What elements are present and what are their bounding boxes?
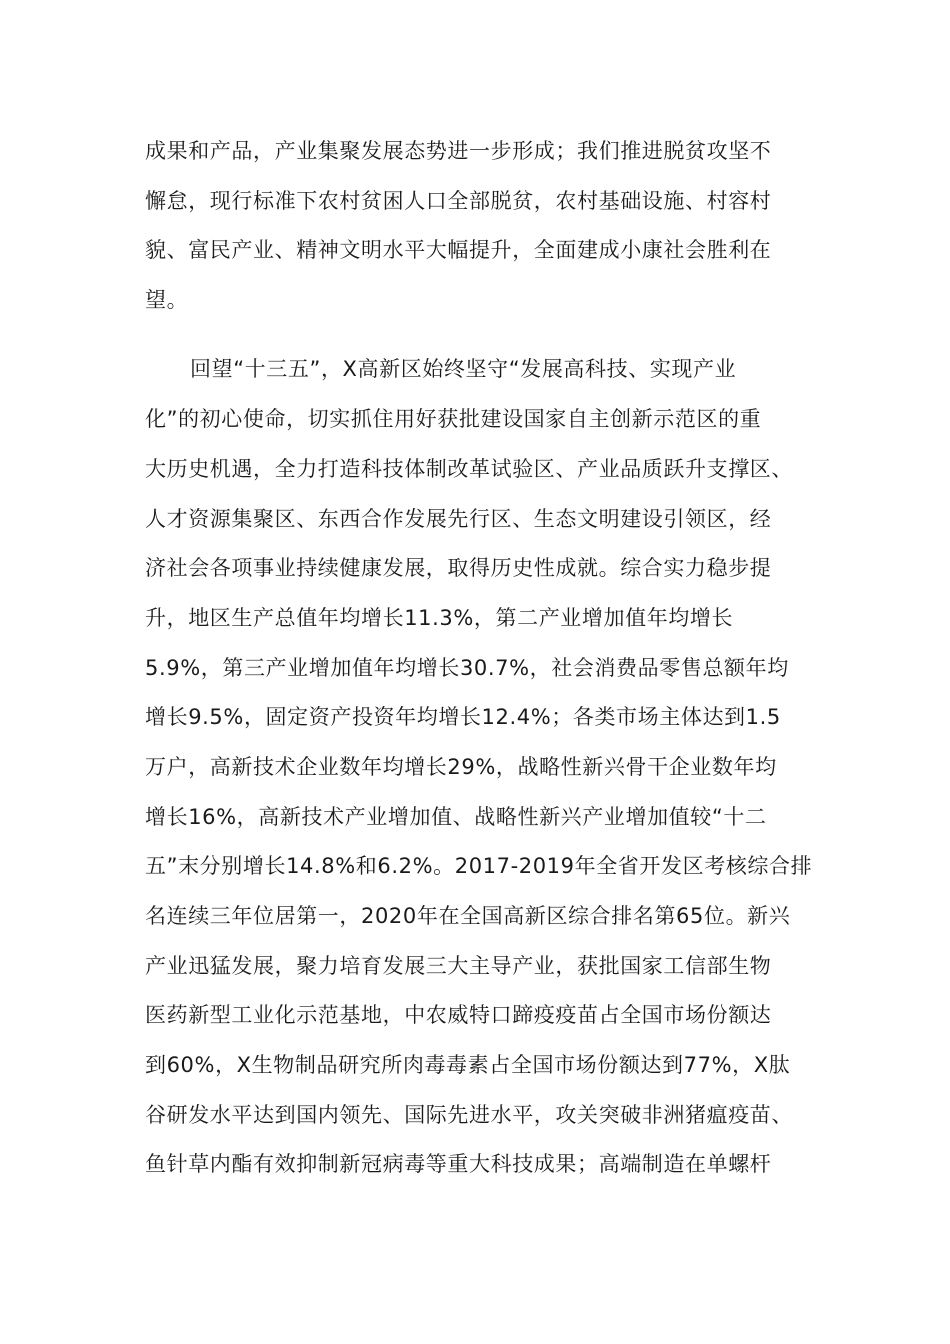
paragraph-line: 增长9.5%，固定资产投资年均增长12.4%；各类市场主体达到1.5 (145, 705, 781, 729)
paragraph-line: 懈怠，现行标准下农村贫困人口全部脱贫，农村基础设施、村容村 (145, 189, 772, 213)
paragraph-line: 化”的初心使命，切实抓住用好获批建设国家自主创新示范区的重 (145, 407, 762, 431)
paragraph-line: 望。 (145, 288, 189, 312)
paragraph-line: 回望“十三五”，X高新区始终坚守“发展高科技、实现产业 (190, 357, 737, 381)
paragraph-line: 医药新型工业化示范基地，中农威特口蹄疫疫苗占全国市场份额达 (145, 1003, 772, 1027)
paragraph-line: 济社会各项事业持续健康发展，取得历史性成就。综合实力稳步提 (145, 556, 772, 580)
paragraph-line: 名连续三年位居第一，2020年在全国高新区综合排名第65位。新兴 (145, 904, 791, 928)
paragraph-line: 升，地区生产总值年均增长11.3%，第二产业增加值年均增长 (145, 606, 734, 630)
paragraph-line: 貌、富民产业、精神文明水平大幅提升，全面建成小康社会胜利在 (145, 238, 772, 262)
paragraph-line: 人才资源集聚区、东西合作发展先行区、生态文明建设引领区，经 (145, 507, 772, 531)
paragraph-line: 到60%，X生物制品研究所肉毒毒素占全国市场份额达到77%，X肽 (145, 1053, 791, 1077)
paragraph-line: 5.9%，第三产业增加值年均增长30.7%，社会消费品零售总额年均 (145, 656, 789, 680)
paragraph-line: 增长16%，高新技术产业增加值、战略性新兴产业增加值较“十二 (145, 805, 767, 829)
paragraph-line: 万户，高新技术企业数年均增长29%，战略性新兴骨干企业数年均 (145, 755, 777, 779)
paragraph-line: 产业迅猛发展，聚力培育发展三大主导产业，获批国家工信部生物 (145, 954, 772, 978)
paragraph-line: 大历史机遇，全力打造科技体制改革试验区、产业品质跃升支撑区、 (145, 457, 793, 481)
paragraph-line: 鱼针草内酯有效抑制新冠病毒等重大科技成果；高端制造在单螺杆 (145, 1152, 772, 1176)
paragraph-line: 谷研发水平达到国内领先、国际先进水平，攻关突破非洲猪瘟疫苗、 (145, 1103, 793, 1127)
paragraph-line: 成果和产品，产业集聚发展态势进一步形成；我们推进脱贫攻坚不 (145, 139, 772, 163)
paragraph-line: 五”末分别增长14.8%和6.2%。2017-2019年全省开发区考核综合排 (145, 854, 813, 878)
